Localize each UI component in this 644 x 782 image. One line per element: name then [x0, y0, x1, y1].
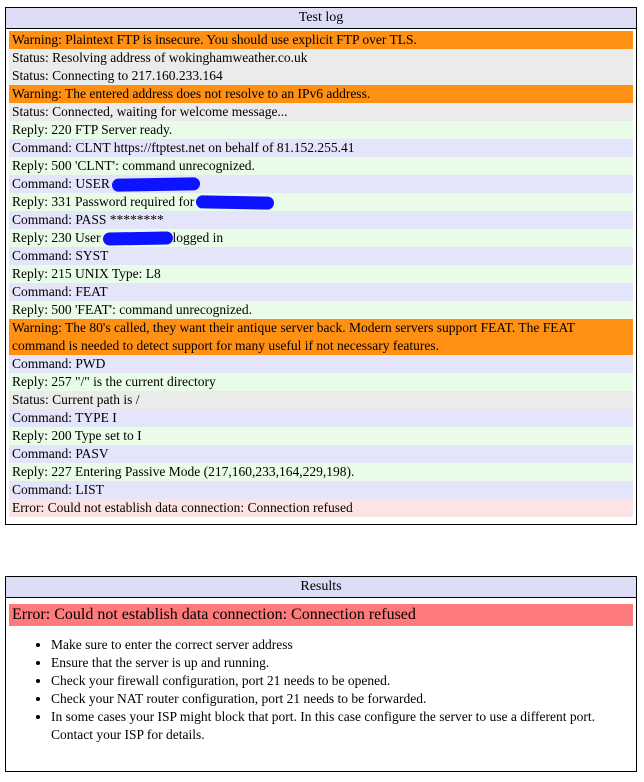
log-row-command [9, 247, 633, 265]
log-row-text: Status: Current path is / [12, 392, 140, 407]
test-log-body [6, 29, 636, 517]
log-row-text: Reply: 230 User [12, 230, 101, 245]
tip-item: • In some cases your ISP might block that port. In this case configure the server to use a different port. Contact your ISP for details. [51, 708, 633, 744]
log-row-command [9, 409, 633, 427]
log-row-text: Reply: 227 Entering Passive Mode (217,160,233,164,229,198). [12, 464, 355, 479]
log-row-command [9, 445, 633, 463]
log-row-reply [9, 463, 633, 481]
log-row-status [9, 391, 633, 409]
results-panel [5, 576, 637, 772]
log-row-error [9, 499, 633, 517]
log-row-text: Error: Could not establish data connection: Connection refused [12, 500, 353, 515]
log-row-text: Command: PWD [12, 356, 106, 371]
log-row-text: Reply: 257 "/" is the current directory [12, 374, 216, 389]
results-body [6, 598, 636, 744]
log-row-status [9, 49, 633, 67]
log-row-text: Warning: The 80's called, they want their antique server back. Modern servers support FEAT. The FEAT command is needed to detect support for many useful if not necessary features. [12, 320, 575, 353]
log-row-reply [9, 373, 633, 391]
log-row-reply [9, 427, 633, 445]
troubleshooting-tips-list [9, 636, 633, 744]
log-row-status [9, 103, 633, 121]
log-row-text: Command: USER [12, 176, 110, 191]
log-row-text: Status: Resolving address of wokinghamweather.co.uk [12, 50, 308, 65]
log-row-text: Warning: The entered address does not resolve to an IPv6 address. [12, 86, 371, 101]
log-row-reply [9, 301, 633, 319]
log-row-text: Command: FEAT [12, 284, 108, 299]
tip-item: • Make sure to enter the correct server address [51, 636, 633, 654]
log-row-warning [9, 31, 633, 49]
log-row-text: Command: TYPE I [12, 410, 117, 425]
tip-item: • Ensure that the server is up and running. [51, 654, 633, 672]
log-row-text: Command: SYST [12, 248, 109, 263]
redaction-mark [196, 196, 274, 210]
log-row-reply [9, 157, 633, 175]
log-row-text: Command: PASS ******** [12, 212, 164, 227]
log-row-command [9, 355, 633, 373]
log-row-reply [9, 193, 633, 211]
log-row-text: Reply: 500 'CLNT': command unrecognized. [12, 158, 255, 173]
log-row-text: Command: CLNT https://ftptest.net on behalf of 81.152.255.41 [12, 140, 355, 155]
log-row-text: Warning: Plaintext FTP is insecure. You should use explicit FTP over TLS. [12, 32, 417, 47]
log-row-text: Status: Connected, waiting for welcome message... [12, 104, 288, 119]
log-row-text: Status: Connecting to 217.160.233.164 [12, 68, 223, 83]
test-log-title: Test log [6, 8, 636, 29]
tip-item: • Check your NAT router configuration, port 21 needs to be forwarded. [51, 690, 633, 708]
log-row-text: Reply: 500 'FEAT': command unrecognized. [12, 302, 252, 317]
log-row-text: Reply: 331 Password required for [12, 194, 195, 209]
log-row-reply [9, 121, 633, 139]
tip-item: • Check your firewall configuration, port 21 needs to be opened. [51, 672, 633, 690]
log-row-command [9, 481, 633, 499]
results-title: Results [6, 577, 636, 598]
log-row-command [9, 211, 633, 229]
test-log-panel [5, 7, 637, 525]
log-row-command [9, 175, 633, 193]
log-row-text: Reply: 220 FTP Server ready. [12, 122, 173, 137]
log-row-command [9, 139, 633, 157]
log-row-reply [9, 265, 633, 283]
log-row-text: Reply: 215 UNIX Type: L8 [12, 266, 161, 281]
log-row-status [9, 67, 633, 85]
log-row-text: Command: PASV [12, 446, 109, 461]
log-row-text: Command: LIST [12, 482, 104, 497]
log-row-reply [9, 229, 633, 247]
results-error-banner: Error: Could not establish data connection: Connection refused [9, 604, 633, 626]
redaction-mark [102, 232, 172, 246]
log-row-warning [9, 319, 633, 355]
log-row-command [9, 283, 633, 301]
log-row-suffix: logged in [172, 230, 224, 245]
redaction-mark [112, 178, 200, 193]
log-row-warning [9, 85, 633, 103]
log-row-text: Reply: 200 Type set to I [12, 428, 142, 443]
